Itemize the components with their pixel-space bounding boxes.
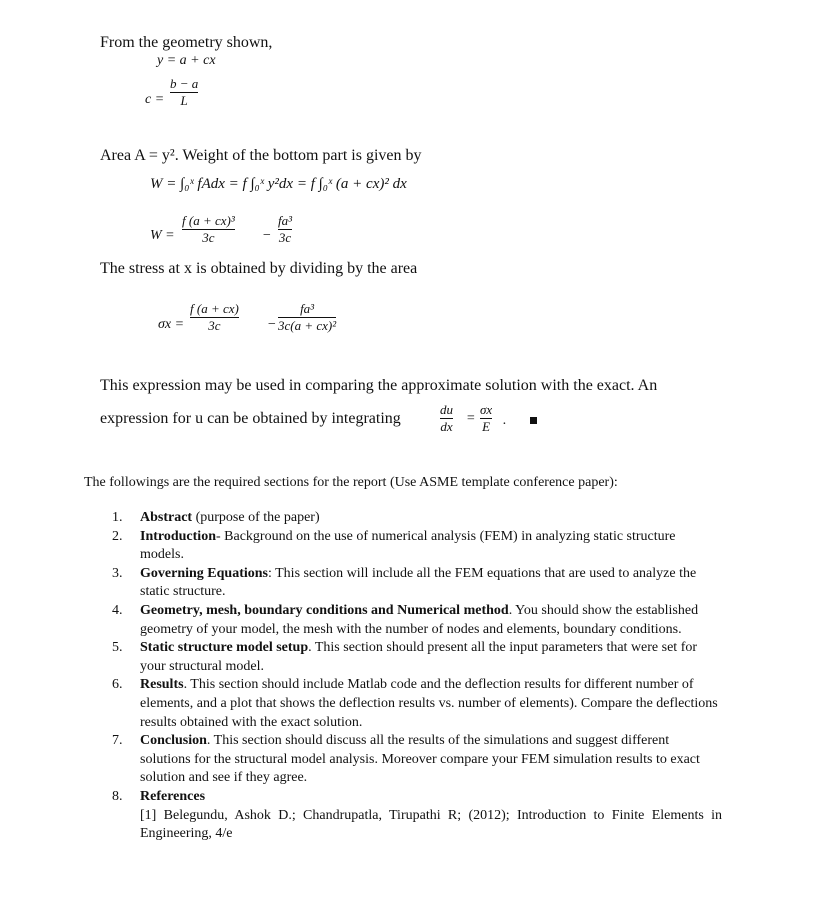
list-item-text: . You should show the established geometry of your model, the mesh with the number of nodes and elements, boundary conditions. — [140, 602, 699, 637]
equation-weight-fraction-2 — [278, 214, 292, 245]
list-item-text: . This section should include Matlab code and the deflection results for different number of elements, and a plot that shows the deflection results vs. number of elements). Compare the deflections results obtained with the exact solution. — [140, 677, 718, 730]
equation-period: . — [503, 413, 507, 428]
stress-frac1-denominator: 3c — [208, 318, 221, 333]
weight-frac1-denominator: 3c — [202, 230, 215, 245]
list-item — [112, 509, 722, 528]
equation-du-dx — [440, 403, 453, 434]
weight-minus-sign: − — [262, 228, 272, 243]
du-equals-sign: = — [466, 411, 476, 426]
list-item-number: 1. — [112, 510, 123, 525]
reference-entry: [1] Belegundu, Ashok D.; Chandrupatla, Tirupathi R; (2012); Introduction to Finite Elements in Engineering, 4/e — [140, 807, 722, 842]
list-item-text: - Background on the use of numerical analysis (FEM) in analyzing static structure models. — [140, 528, 676, 563]
list-item-title: References — [140, 788, 206, 804]
list-item-title: Abstract — [140, 510, 193, 525]
stress-text: The stress at x is obtained by dividing by the area — [100, 260, 418, 277]
equation-c-denominator: L — [180, 93, 188, 108]
sigma-numerator: σx — [480, 402, 493, 417]
closing-text-line-2: expression for u can be obtained by integrating — [100, 410, 401, 427]
list-item — [112, 732, 722, 788]
list-item — [112, 565, 722, 602]
list-item — [112, 639, 722, 676]
weight-frac1-numerator: f (a + cx)³ — [182, 213, 235, 228]
list-item-number: 4. — [112, 602, 123, 618]
list-item-title: Static structure model setup — [140, 640, 309, 656]
list-item-number: 7. — [112, 733, 123, 749]
e-denominator: E — [482, 419, 491, 434]
equation-y: y = a + cx — [157, 53, 216, 68]
closing-text-line-1: This expression may be used in comparing the approximate solution with the exact. An — [100, 377, 658, 394]
equation-stress-fraction-2 — [278, 302, 336, 333]
stress-frac2-numerator: fa³ — [300, 301, 315, 316]
stress-frac1-numerator: f (a + cx) — [190, 301, 239, 316]
list-item — [112, 528, 722, 565]
list-item — [112, 788, 722, 844]
list-item-title: Results — [140, 677, 184, 693]
list-item-text: . This section should discuss all the results of the simulations and suggest different solutions for the structural model analysis. Moreover compare your FEM simulation results to exact solution and see if they agree. — [140, 733, 700, 786]
list-item-title: Geometry, mesh, boundary conditions and Numerical method — [140, 602, 509, 618]
stress-frac2-denominator: 3c(a + cx)² — [278, 318, 337, 333]
equation-sigma-over-e — [480, 403, 492, 434]
list-item — [112, 676, 722, 732]
equation-weight-integral: W = ∫₀ˣ fAdx = f ∫₀ˣ y²dx = f ∫₀ˣ (a + cx)² dx — [150, 176, 407, 192]
list-item-title: Introduction — [140, 528, 216, 544]
list-item — [112, 602, 722, 639]
geometry-intro-text: From the geometry shown, — [100, 34, 273, 51]
list-item-number: 8. — [112, 788, 123, 804]
list-item-text: : This section will include all the FEM equations that are used to analyze the static structure. — [140, 565, 697, 600]
list-item-text: (purpose of the paper) — [192, 510, 320, 525]
equation-c-lhs: c = — [145, 92, 165, 107]
dx-denominator: dx — [440, 419, 453, 434]
end-of-proof-square-icon — [530, 417, 537, 424]
list-item-number: 2. — [112, 528, 123, 544]
area-weight-text: Area A = y². Weight of the bottom part is given by — [100, 147, 422, 164]
list-item-title: Governing Equations — [140, 565, 268, 581]
sections-intro-text: The followings are the required sections for the report (Use ASME template conference paper): — [84, 475, 618, 490]
list-item-text: . This section should present all the input parameters that were set for your structural model. — [140, 640, 698, 674]
list-item-title: Conclusion — [140, 733, 207, 749]
stress-minus-sign: − — [267, 317, 277, 332]
equation-c-numerator: b − a — [170, 76, 199, 91]
equation-c-fraction — [170, 77, 198, 108]
weight-frac2-denominator: 3c — [278, 230, 292, 245]
list-item-number: 5. — [112, 640, 123, 656]
equation-stress-lhs: σx = — [158, 317, 185, 332]
equation-weight-lhs: W = — [150, 228, 175, 243]
equation-weight-fraction-1 — [182, 214, 235, 245]
list-item-number: 6. — [112, 677, 123, 693]
du-numerator: du — [440, 402, 453, 417]
equation-stress-fraction-1 — [190, 302, 239, 333]
weight-frac2-numerator: fa³ — [278, 213, 293, 228]
required-sections-list — [112, 509, 722, 844]
list-item-number: 3. — [112, 565, 123, 581]
